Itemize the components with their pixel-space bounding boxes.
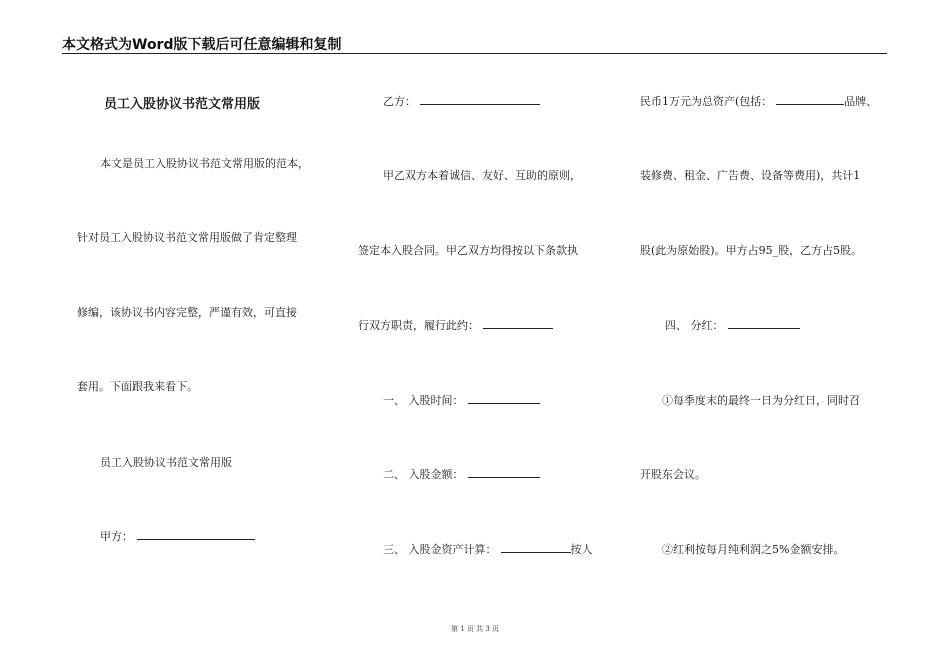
asset-line-2: 装修费、租金、广告费、设备等费用)，共计1	[640, 169, 861, 182]
asset-line-1-head: 民币1万元为总资产(包括：	[640, 95, 773, 108]
clause-1-blank	[468, 393, 540, 404]
clause-1	[383, 392, 540, 408]
clause-3	[383, 541, 593, 557]
asset-line-1	[640, 93, 877, 109]
document-title: 员工入股协议书范文常用版	[104, 97, 261, 112]
paragraph-line-1: 甲乙双方本着诚信、友好、互助的原则，	[383, 169, 581, 182]
page-footer: 第 1 页 共 3 页	[450, 625, 500, 633]
clause-2-label: 二、 入股金额：	[383, 468, 464, 481]
intro-line-1: 本文是员工入股协议书范文常用版的范本，	[100, 157, 309, 170]
clause-3-label: 三、 入股金资产计算：	[383, 543, 497, 556]
paragraph-line-3-text: 行双方职责，履行此约：	[358, 319, 479, 332]
party-b-label: 乙方：	[383, 95, 416, 108]
clause-1-label: 一、 入股时间：	[383, 394, 464, 407]
party-a-line	[100, 528, 255, 544]
intro-line-3: 修编，该协议书内容完整，严谨有效，可直接	[77, 306, 297, 319]
dividend-line-3: ②红利按每月纯利润之5%金额安排。	[662, 543, 845, 556]
clause-4	[665, 317, 800, 333]
asset-line-3: 股(此为原始股)。甲方占95_股，乙方占5股。	[640, 244, 863, 257]
clause-4-label: 四、 分红：	[665, 319, 724, 332]
party-a-label: 甲方：	[100, 530, 133, 543]
dividend-line-1: ①每季度末的最终一日为分红日，同时召	[662, 394, 860, 407]
clause-3-tail: 按人	[570, 543, 593, 556]
intro-line-4: 套用。下面跟我来看下。	[77, 380, 198, 393]
party-b-line	[383, 93, 540, 109]
clause-4-blank	[728, 318, 800, 329]
paragraph-line-2: 签定本入股合同。甲乙双方均得按以下条款执	[358, 244, 578, 257]
intro-line-2: 针对员工入股协议书范文常用版做了肯定整理	[77, 231, 297, 244]
page-header: 本文格式为Word版下载后可任意编辑和复制	[62, 37, 342, 53]
dividend-line-2: 开股东会议。	[640, 468, 706, 481]
party-a-blank	[137, 529, 255, 540]
header-divider	[62, 53, 887, 54]
agreement-blank	[483, 318, 553, 329]
party-b-blank	[420, 94, 540, 105]
asset-blank	[776, 94, 844, 105]
clause-2	[383, 466, 540, 482]
subtitle: 员工入股协议书范文常用版	[100, 456, 232, 469]
paragraph-line-3	[358, 317, 553, 333]
clause-2-blank	[468, 467, 540, 478]
asset-line-1-tail: 品牌、	[844, 95, 878, 108]
clause-3-blank	[501, 542, 571, 553]
